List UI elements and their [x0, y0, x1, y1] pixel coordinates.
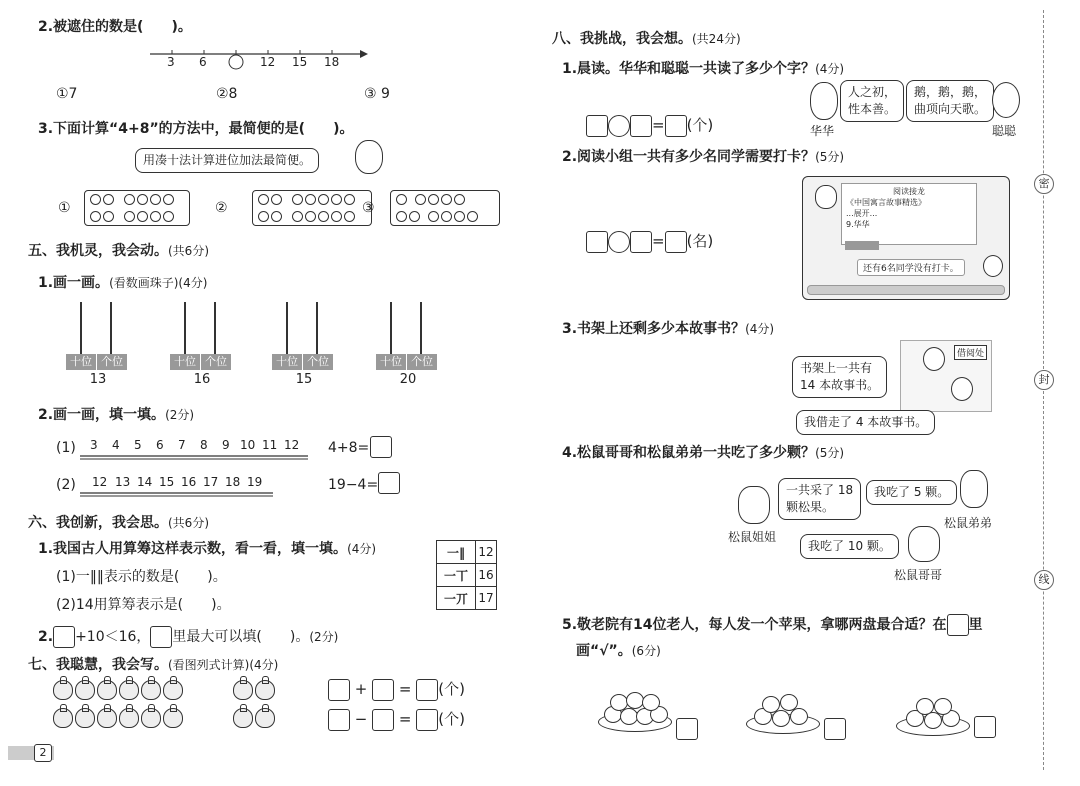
abacus-3[interactable]	[272, 302, 336, 387]
abacus-number: 16	[193, 372, 211, 387]
line2-label: (2)	[56, 477, 76, 493]
bubble-line: 人之初，	[848, 85, 897, 99]
apple-plate-2	[746, 692, 818, 736]
congcong-bubble	[906, 80, 994, 122]
rods-number: 16	[476, 564, 497, 587]
abacus-number: 13	[89, 372, 107, 387]
tick-label: 6	[199, 55, 207, 69]
tick-label: 3	[90, 438, 98, 452]
rq2-score: (5分)	[815, 150, 845, 164]
section-8-title	[552, 28, 741, 48]
tick-label: 17	[203, 475, 219, 489]
join-button[interactable]	[845, 241, 879, 250]
line1-label: (1)	[56, 440, 76, 456]
tick-label: 15	[159, 475, 175, 489]
rq1-equation: = (个)	[586, 114, 713, 137]
side-mark: 封	[1034, 370, 1054, 390]
rq2-heading: 2.阅读小组一共有多少名同学需要打卡？	[562, 149, 816, 165]
librarian-icon	[923, 347, 945, 371]
answer-box[interactable]	[416, 709, 438, 731]
tick-label: 3	[167, 55, 175, 69]
ones-label: 个位	[303, 354, 334, 370]
answer-box[interactable]	[53, 626, 75, 648]
answer-box[interactable]	[150, 626, 172, 648]
s6q2-text-b: +10＜16，	[75, 629, 151, 645]
radish-group-1	[52, 680, 184, 704]
rods-cell: 一丅	[437, 564, 476, 587]
tick-label: 12	[92, 475, 108, 489]
rods-cell: 一丌	[437, 587, 476, 610]
minus-sign: −	[354, 710, 368, 728]
rq5-score: (6分)	[631, 644, 661, 658]
answer-box[interactable]	[665, 115, 687, 137]
bubble-line: 曲项向天歌。	[914, 102, 987, 116]
chat-reply: 还有6名同学没有打卡。	[857, 259, 965, 276]
s5q1-note: (看数画珠子)(4分)	[109, 276, 208, 290]
answer-box[interactable]	[372, 709, 394, 731]
tens-label: 十位	[272, 354, 303, 370]
girl-character-icon	[355, 140, 383, 174]
s6q1-a[interactable]: (1)一‖‖表示的数是( )。	[56, 569, 227, 585]
dots-frame-3	[390, 190, 500, 226]
s5q2-title	[38, 404, 194, 424]
rq4-score: (5分)	[815, 446, 845, 460]
option-label-3[interactable]: ③	[362, 200, 375, 216]
radish-group-4	[232, 708, 276, 732]
option-label-1[interactable]: ①	[58, 200, 71, 216]
tick-label: 15	[292, 55, 308, 69]
section-8-heading: 八、我挑战，我会想。	[552, 31, 692, 47]
tick-label: 5	[134, 438, 142, 452]
sister-bubble	[778, 478, 861, 520]
rods-number: 17	[476, 587, 497, 610]
tick-label: 9	[222, 438, 230, 452]
tens-label: 十位	[376, 354, 407, 370]
huahua-girl-icon	[810, 82, 838, 120]
library-sign: 借阅处	[954, 345, 987, 360]
answer-box[interactable]	[586, 231, 608, 253]
rq5-text-b: 里	[968, 617, 983, 633]
tick-label: 7	[178, 438, 186, 452]
s6q2-text-c: 里最大可以填( )。	[172, 629, 310, 645]
s6q1-title	[38, 538, 376, 558]
equation-add	[328, 678, 465, 701]
squirrel-younger-icon	[960, 470, 988, 508]
option-a[interactable]: ①7	[56, 86, 78, 102]
ones-label: 个位	[201, 354, 232, 370]
rq1-title	[562, 58, 844, 78]
check-box-plate-3[interactable]	[974, 716, 996, 738]
s5q1-heading: 1.画一画。	[38, 275, 110, 291]
answer-box[interactable]	[378, 472, 400, 494]
tick-label: 4	[112, 438, 120, 452]
library-scene	[900, 340, 992, 412]
section-5-title	[28, 240, 209, 260]
tick-label: 18	[324, 55, 340, 69]
bubble-line: 一共采了 18	[786, 483, 854, 497]
rq1-heading: 1.晨读。华华和聪聪一共读了多少个字？	[562, 61, 816, 77]
bubble-line: 书架上一共有	[800, 361, 873, 375]
unit-label: (个)	[438, 680, 465, 698]
option-b[interactable]: ②8	[216, 86, 238, 102]
check-box[interactable]	[947, 614, 969, 636]
s6q2-score: (2分)	[309, 630, 339, 644]
unit-label: (名)	[686, 232, 714, 250]
older-bubble: 我吃了 10 颗。	[800, 534, 899, 559]
rq1-score: (4分)	[815, 62, 845, 76]
s6q2-num: 2.	[38, 629, 54, 645]
younger-bubble: 我吃了 5 颗。	[866, 480, 957, 505]
section-7-note: (看图列式计算)(4分)	[168, 658, 279, 672]
younger-name: 松鼠弟弟	[944, 516, 993, 530]
chat-line: ...展开...	[846, 209, 878, 218]
ones-label: 个位	[407, 354, 438, 370]
option-label-2[interactable]: ②	[215, 200, 228, 216]
s6q1-heading: 1.我国古人用算筹这样表示数，看一看，填一填。	[38, 541, 348, 557]
unit-label: (个)	[686, 116, 714, 134]
rq5-title	[562, 612, 1032, 664]
section-7-heading: 七、我聪慧，我会写。	[28, 657, 168, 673]
rq3-heading: 3.书架上还剩多少本故事书？	[562, 321, 746, 337]
tick-label: 6	[156, 438, 164, 452]
section-5-score: (共6分)	[168, 244, 209, 258]
section-5-heading: 五、我机灵，我会动。	[28, 243, 168, 259]
tick-label: 13	[115, 475, 131, 489]
number-line-2	[80, 487, 275, 497]
section-8-score: (共24分)	[692, 32, 741, 46]
rq3-title	[562, 318, 774, 338]
abacus-number: 20	[399, 372, 417, 387]
answer-box[interactable]	[328, 709, 350, 731]
unit-label: (个)	[438, 710, 465, 728]
page-number: 2	[34, 744, 52, 762]
huahua-bubble	[840, 80, 904, 122]
section-7-title	[28, 654, 278, 674]
dots-frame-2	[252, 190, 372, 226]
radish-group-3	[232, 680, 276, 704]
tick-label: 18	[225, 475, 241, 489]
answer-box[interactable]	[372, 679, 394, 701]
older-name: 松鼠哥哥	[894, 568, 943, 582]
abacus-1[interactable]	[66, 302, 130, 387]
tick-label: 14	[137, 475, 153, 489]
rq2-title	[562, 146, 844, 166]
rq5-text-a: 5.敬老院有14位老人，每人发一个苹果，拿哪两盘最合适？在	[562, 617, 947, 633]
bubble-line: 14 本故事书。	[800, 378, 880, 392]
rq4-heading: 4.松鼠哥哥和松鼠弟弟一共吃了多少颗？	[562, 445, 816, 461]
hidden-number-mascot-icon	[229, 55, 243, 69]
tick-label: 12	[260, 55, 276, 69]
abacus-4[interactable]	[376, 302, 440, 387]
abacus-2[interactable]	[170, 302, 234, 387]
plus-sign: +	[354, 680, 368, 698]
rq2-equation: = (名)	[586, 230, 713, 253]
bubble-line: 鹅，鹅，鹅，	[914, 85, 987, 99]
answer-box[interactable]	[328, 679, 350, 701]
hint-bubble: 用凑十法计算进位加法最简便。	[135, 148, 319, 173]
huahua-name: 华华	[810, 124, 835, 138]
question-2-title: 2.被遮住的数是( )。	[38, 19, 192, 35]
tick-label: 19	[247, 475, 263, 489]
chat-scrollbar[interactable]	[807, 285, 1005, 295]
s6q1-b[interactable]: (2)14用算筹表示是( )。	[56, 597, 231, 613]
s5q2-score: (2分)	[165, 408, 195, 422]
answer-box[interactable]	[416, 679, 438, 701]
tick-label: 10	[240, 438, 256, 452]
equation-sub	[328, 708, 465, 731]
section-6-heading: 六、我创新，我会思。	[28, 515, 168, 531]
congcong-name: 聪聪	[992, 124, 1017, 138]
apple-plate-1	[598, 690, 670, 734]
expr-2: 19−4=	[328, 477, 379, 493]
option-c[interactable]: ③ 9	[364, 86, 390, 102]
answer-box[interactable]	[630, 231, 652, 253]
chat-line: 9.华华	[846, 220, 870, 229]
squirrel-sister-icon	[738, 486, 770, 524]
equals-sign: =	[398, 710, 412, 728]
s5q1-title	[38, 272, 207, 292]
dots-frame-1	[84, 190, 190, 226]
side-mark: 密	[1034, 174, 1054, 194]
answer-box[interactable]	[665, 231, 687, 253]
answer-box[interactable]	[586, 115, 608, 137]
side-mark: 线	[1034, 570, 1054, 590]
squirrel-older-icon	[908, 526, 940, 562]
rq3-score: (4分)	[745, 322, 775, 336]
bubble-line: 颗松果。	[786, 500, 835, 514]
chat-screen	[802, 176, 1010, 300]
tick-label: 16	[181, 475, 197, 489]
borrow-bubble: 我借走了 4 本故事书。	[796, 410, 935, 435]
chat-line: 《中国寓言故事精选》	[846, 198, 926, 207]
question-3-title: 3.下面计算“4+8”的方法中，最简便的是( )。	[38, 121, 354, 137]
rq5-text-c: 画“√”。	[576, 643, 632, 659]
s6q1-score: (4分)	[347, 542, 377, 556]
rq4-title	[562, 442, 844, 462]
abacus-number: 15	[295, 372, 313, 387]
ones-label: 个位	[97, 354, 128, 370]
equals-sign: =	[398, 680, 412, 698]
answer-box[interactable]	[370, 436, 392, 458]
answer-box[interactable]	[630, 115, 652, 137]
check-box-plate-1[interactable]	[676, 718, 698, 740]
congcong-boy-icon	[992, 82, 1020, 118]
apple-plate-3	[896, 694, 968, 738]
girl-avatar-icon	[815, 185, 837, 209]
expr-1: 4+8=	[328, 440, 370, 456]
rods-number: 12	[476, 541, 497, 564]
tens-label: 十位	[66, 354, 97, 370]
s5q2-heading: 2.画一画，填一填。	[38, 407, 166, 423]
student-icon	[951, 377, 973, 401]
counting-rods-table	[436, 540, 497, 610]
tick-label: 12	[284, 438, 300, 452]
tens-label: 十位	[170, 354, 201, 370]
section-6-title	[28, 512, 209, 532]
section-6-score: (共6分)	[168, 516, 209, 530]
tick-label: 11	[262, 438, 278, 452]
shelf-bubble	[792, 356, 887, 398]
rods-cell: 一‖	[437, 541, 476, 564]
sister-name: 松鼠姐姐	[728, 530, 777, 544]
tick-label: 8	[200, 438, 208, 452]
check-box-plate-2[interactable]	[824, 718, 846, 740]
boy-avatar-icon	[983, 255, 1003, 277]
radish-group-2	[52, 708, 184, 732]
operator-circle[interactable]	[608, 231, 630, 253]
chat-message-card	[841, 183, 977, 245]
chat-header: 阅读接龙	[893, 187, 925, 196]
binding-dashed-line	[1043, 10, 1044, 770]
s6q2-line	[38, 626, 338, 648]
bubble-line: 性本善。	[848, 102, 897, 116]
operator-circle[interactable]	[608, 115, 630, 137]
